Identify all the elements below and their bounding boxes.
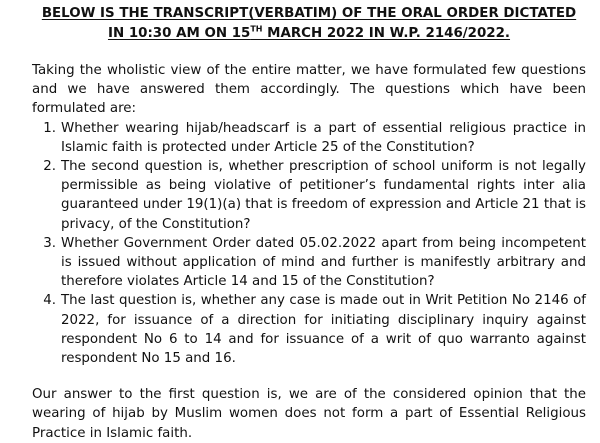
question-item — [32, 291, 586, 368]
question-text: The last question is, whether any case is made out in Writ Petition No 2146 of 2022, for issuance of a direction for initiating disciplinary inquiry against respondent No 6 to 14 and for issuance of a writ of quo warranto against respondent No 15 and 16. — [61, 293, 586, 367]
question-item — [32, 157, 586, 234]
question-text: The second question is, whether prescription of school uniform is not legally permissible as being violative of petitioner’s fundamental rights inter alia guaranteed under 19(1)(a) that is freedom of expression and Article 21 that is privacy, of the Constitution? — [61, 159, 586, 232]
intro-paragraph: Taking the wholistic view of the entire matter, we have formulated few questions and we have answered them accordingly. The questions which have been formulated are: — [32, 63, 586, 117]
question-number: 3. — [43, 235, 56, 251]
question-item — [32, 234, 586, 292]
questions-list — [32, 119, 586, 369]
heading-line-1: BELOW IS THE TRANSCRIPT(VERBATIM) OF THE ORAL ORDER DICTATED — [41, 6, 577, 21]
heading-line-2 — [32, 24, 586, 44]
question-number: 2. — [43, 159, 56, 175]
question-item — [32, 119, 586, 157]
question-text: Whether Government Order dated 05.02.2022 apart from being incompetent is issued without application of mind and further is manifestly arbitrary and therefore violates Article 14 and 15 of the Constitution? — [61, 235, 586, 290]
question-number: 4. — [43, 293, 56, 309]
question-text: Whether wearing hijab/headscarf is a part of essential religious practice in Islamic faith is protected under Article 25 of the Constitution? — [61, 120, 586, 155]
document-heading — [32, 4, 586, 44]
question-number: 1. — [43, 120, 56, 136]
heading-line-2-suffix: MARCH 2022 IN W.P. 2146/2022. — [262, 26, 511, 41]
heading-line-2-prefix: IN 10:30 AM ON 15 — [107, 26, 251, 41]
conclusion-paragraph: Our answer to the first question is, we are of the considered opinion that the wearing of hijab by Muslim women does not form a part of Essential Religious Practice in Islamic faith. — [32, 387, 586, 441]
heading-ordinal-suffix: TH — [250, 24, 263, 34]
